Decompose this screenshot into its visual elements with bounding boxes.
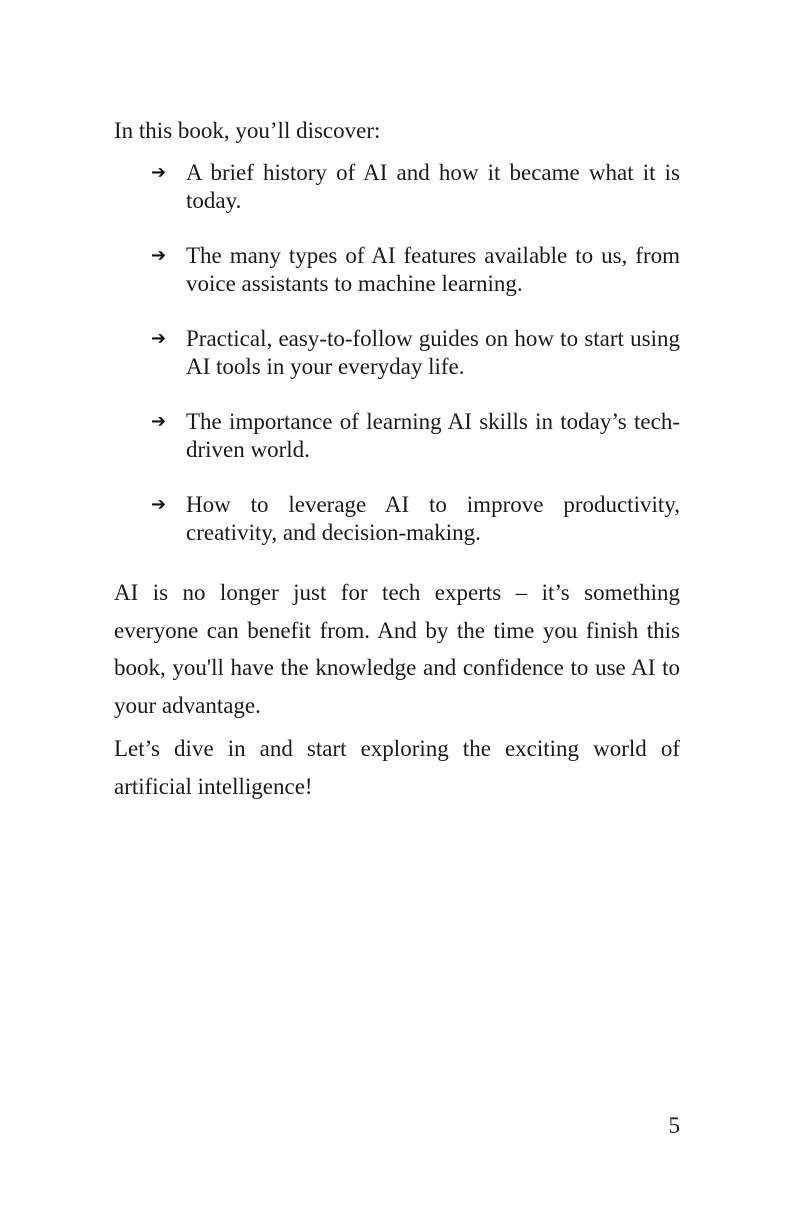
page-number: 5 <box>668 1113 680 1138</box>
list-item <box>114 325 680 381</box>
list-item-text: How to leverage AI to improve productivity, creativity, and decision-making. <box>186 492 680 545</box>
arrow-right-icon: ➔ <box>151 494 167 515</box>
list-item <box>114 242 680 298</box>
list-item <box>114 159 680 215</box>
list-item-text: The many types of AI features available to us, from voice assistants to machine learning. <box>186 243 680 296</box>
arrow-right-icon: ➔ <box>151 328 167 349</box>
arrow-right-icon: ➔ <box>151 411 167 432</box>
list-item-text: The importance of learning AI skills in today’s tech-driven world. <box>186 409 680 462</box>
discover-list <box>114 159 680 547</box>
intro-text: In this book, you’ll discover: <box>114 118 381 143</box>
body-paragraph: AI is no longer just for tech experts – it’s something everyone can benefit from. And by the time you finish this book, you'll have the knowledge and confidence to use AI to your advantage. <box>114 580 680 718</box>
list-item <box>114 408 680 464</box>
body-paragraph: Let’s dive in and start exploring the exciting world of artificial intelligence! <box>114 736 680 799</box>
list-item-text: A brief history of AI and how it became what it is today. <box>186 160 680 213</box>
arrow-right-icon: ➔ <box>151 245 167 266</box>
page-content <box>114 116 680 805</box>
list-item <box>114 491 680 547</box>
list-item-text: Practical, easy-to-follow guides on how to start using AI tools in your everyday life. <box>186 326 680 379</box>
arrow-right-icon: ➔ <box>151 162 167 183</box>
